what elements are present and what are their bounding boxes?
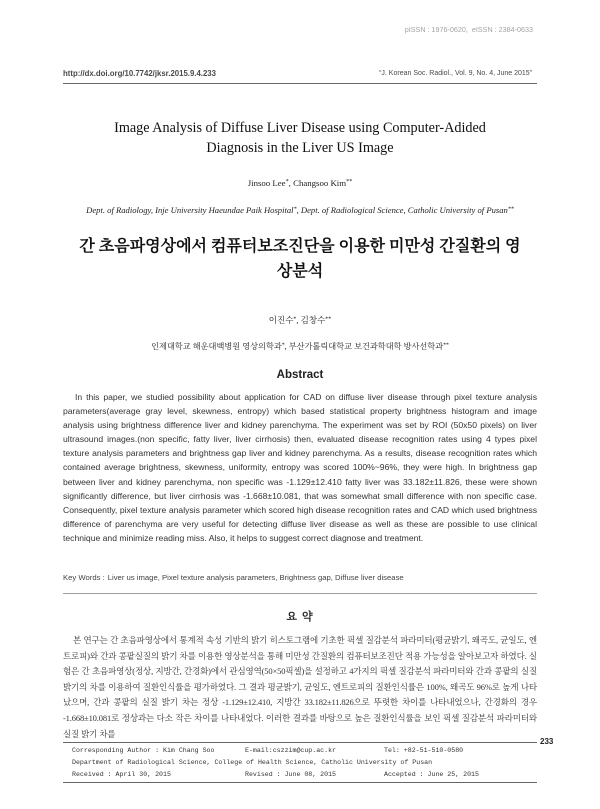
accepted-date: Accepted : June 25, 2015	[384, 771, 479, 778]
doi-link[interactable]: http://dx.doi.org/10.7742/jksr.2015.9.4.233	[63, 69, 216, 78]
affiliation-2: , Dept. of Radiological Science, Catholic University of Pusan	[296, 205, 508, 215]
abstract-heading: Abstract	[276, 369, 324, 381]
korean-affiliations	[63, 341, 537, 353]
page-number: 233	[540, 737, 554, 746]
affiliation-ko-2: , 부산가톨릭대학교 보건과학대학 방사선학과	[284, 342, 444, 351]
korean-abstract-body: 본 연구는 간 초음파영상에서 통계적 속성 기반의 밝기 히스토그램에 기초한 픽셀 질감분석 파라미터(평균밝기, 왜곡도, 균일도, 엔트로피)와 간과 콩팥실질의 밝기 차를 이용한 영상분석을 통해 미만성 간질환의 컴퓨터보조진단 적용 가능성을 알아보고자 하였다. 실험은 간 초음파영상(정상, 지방간, 간경화)에서 관심영역(50×50픽셀)을 설정하고 4가지의 픽셀 질감분석 파라미터와 간과 콩팥의 실질 밝기의 차를 이용하여 질환인식률을 평가하였다. 그 결과 평균밝기, 균일도, 엔트로피의 질환인식률은 100%, 왜곡도 96%로 높게 나타났으며, 간과 콩팥의 실질 밝기 차는 정상 -1.129±12.410, 지방간 33.182±11.826으로 뚜렷한 차이를 나타내었으나, 간경화의 경우 -1.668±10.081로 정상과는 다소 작은 차이를 나타내었다. 이러한 결과를 바탕으로 높은 질환인식률을 보인 픽셀 질감분석 파라미터와 실질 밝기 차를	[63, 635, 537, 739]
affiliation-1: Dept. of Radiology, Inje University Haeundae Paik Hospital	[86, 205, 294, 215]
revised-date: Revised : June 08, 2015	[245, 771, 337, 778]
affiliation-mark-1: *	[285, 179, 289, 186]
running-head	[63, 68, 537, 80]
english-affiliations	[63, 204, 537, 216]
affiliation-mark-2: **	[346, 179, 353, 186]
affiliation-mark-ko-1: *	[293, 316, 297, 323]
korean-title-line-1: 간 초음파영상에서 컴퓨터보조진단을 이용한 미만성 간질환의 영	[79, 238, 521, 255]
received-date: Received : April 30, 2015	[72, 771, 171, 778]
korean-abstract-heading: 요 약	[286, 611, 314, 623]
english-title	[63, 118, 537, 158]
affiliation-mark-ko-2: **	[325, 316, 332, 323]
author-phone: Tel: +82-51-510-0580	[384, 747, 464, 754]
affiliation-mark-2: **	[507, 206, 514, 213]
corresponding-author-box	[63, 742, 537, 783]
author-name-ko-2: , 김창수	[296, 315, 326, 325]
keywords-line	[63, 572, 537, 584]
issn-line: pISSN : 1976-0620, eISSN : 2384-0633	[404, 25, 533, 34]
author-name-ko-1: 이진수	[268, 315, 294, 325]
corresponding-author: Corresponding Author : Kim Chang Soo	[72, 747, 215, 754]
abstract-body: In this paper, we studied possibility about application for CAD on diffuse liver disease through pixel texture analysis parameters(average gray level, skewness, entropy) which based statistical property brightness histogram and image analysis using brightness difference liver and kidney parenchyma. The experiment was set by ROI (50x50 pixels) on liver ultrasound images.(non specific, fatty liver, liver cirrhosis) then, evaluated disease recognition rates using 4 types pixel texture analysis parameters and brightness gap liver and kidney parenchyma. As a results, disease recognition rates which contained average brightness, skewness, uniformity, entropy was scored 100%~96%, they were high. In brightness gap between liver and kidney parenchyma, non specific was -1.129±12.410 fatty liver was 33.182±11.826, these were shown significantly difference, but liver cirrhosis was -1.668±10.081, that was somewhat small difference with non specific case. Consequently, pixel texture analysis parameter which scored high disease recognition rates and CAD which used brightness difference of parenchyma are very useful for detecting diffuse liver disease as well as these are possible to use clinical technique and minimize reading miss. Also, it helps to suggest correct diagnose and treatment.	[63, 392, 537, 543]
affiliation-mark-1: *	[293, 206, 297, 213]
english-title-line-2: Diagnosis in the Liver US Image	[206, 140, 394, 156]
author-name-1: Jinsoo Lee	[247, 178, 286, 188]
author-email[interactable]: E-mail:cszzim@cup.ac.kr	[245, 747, 337, 754]
footer-row-dates	[63, 769, 537, 780]
english-title-line-1: Image Analysis of Diffuse Liver Disease using Computer-Adided	[114, 120, 486, 136]
footer-row-contact	[63, 745, 537, 756]
keywords-value: Liver us image, Pixel texture analysis parameters, Brightness gap, Diffuse liver disease	[107, 573, 404, 582]
footer-row-department	[63, 757, 537, 768]
affiliation-mark-ko-2: **	[443, 342, 449, 349]
english-authors	[63, 177, 537, 189]
affiliation-mark-ko-1: *	[281, 342, 285, 349]
journal-citation: “J. Korean Soc. Radiol., Vol. 9, No. 4, June 2015”	[379, 70, 532, 77]
section-divider	[63, 593, 537, 594]
korean-title	[63, 234, 537, 284]
author-department: Department of Radiological Science, College of Health Science, Catholic University of Pusan	[72, 759, 433, 766]
author-name-2: , Changsoo Kim	[288, 178, 347, 188]
korean-authors	[63, 314, 537, 326]
keywords-label: Key Words :	[63, 573, 105, 582]
affiliation-ko-1: 인제대학교 해운대백병원 영상의학과	[151, 342, 282, 351]
header-divider	[63, 83, 537, 84]
korean-title-line-2: 상분석	[276, 263, 324, 280]
